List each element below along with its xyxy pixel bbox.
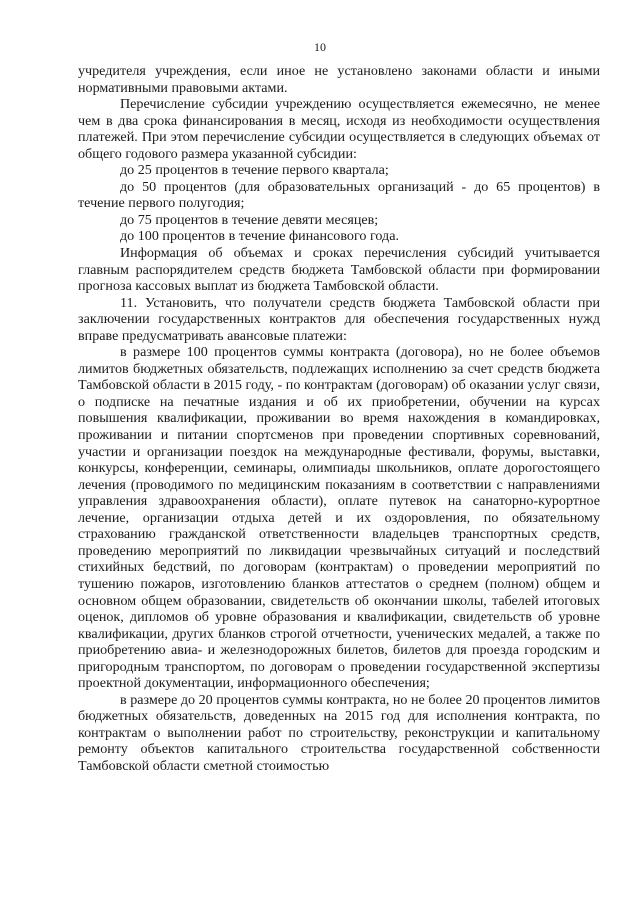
paragraph-subsidy-information: Информация об объемах и сроках перечисления субсидий учитывается главным распорядителем средств бюджета Тамбовской области при формировании прогноза кассовых выплат из бюджета Тамбовской области.: [78, 245, 600, 295]
paragraph-subsidy-transfer: Перечисление субсидии учреждению осуществляется ежемесячно, не менее чем в два срока финансирования в месяц, исходя из необходимости осуществления платежей. При этом перечисление субсидии осуществляется в следующих объемах от общего годового размера указанной субсидии:: [78, 96, 600, 162]
page-number: 10: [314, 40, 326, 54]
paragraph-first-half-year: до 50 процентов (для образовательных организаций - до 65 процентов) в течение первого полугодия;: [78, 178, 600, 212]
paragraph-nine-months: до 75 процентов в течение девяти месяцев;: [120, 211, 379, 228]
paragraph-founder-clause: учредителя учреждения, если иное не установлено законами области и иными нормативными правовыми актами.: [78, 63, 600, 96]
paragraph-financial-year: до 100 процентов в течение финансового года.: [120, 228, 399, 245]
paragraph-advance-100-percent: в размере 100 процентов суммы контракта (договора), но не более объемов лимитов бюджетных обязательств, подлежащих исполнению за счет средств бюджета Тамбовской области в 2015 году, - по контрактам (договорам) об оказании услуг связи, о подписке на печатные издания и об их приобретении, обучении на курсах повышения квалификации, проживании во время нахождения в командировках, проживании и питании спортсменов при проведении спортивных соревнований, участии и организации поездок на международные фестивали, форумы, выставки, конкурсы, конференции, семинары, олимпиады школьников, оплате дорогостоящего лечения (проводимого по медицинским показаниям в соответствии с направлениями управления здравоохранения области), оплате путевок на санаторно-курортное лечение, организации отдыха детей и их оздоровления, по обязательному страхованию гражданской ответственности владельцев транспортных средств, проведению мероприятий по ликвидации чрезвычайных ситуаций и последствий стихийных бедствий, по договорам (контрактам) о проведении мероприятий по тушению пожаров, изготовлению бланков аттестатов о среднем (полном) общем и основном общем образовании, свидетельств об окончании школы, табелей итоговых оценок, дипломов об уровне образования и квалификации, свидетельств об уровне квалификации, других бланков строгой отчетности, ученических медалей, а также по приобретению авиа- и железнодорожных билетов, билетов для проезда городским и пригородным транспортом, по договорам о проведении государственной экспертизы проектной документации, информационного обеспечения;: [78, 344, 600, 692]
paragraph-first-quarter: до 25 процентов в течение первого квартала;: [120, 162, 389, 179]
paragraph-advance-20-percent: в размере до 20 процентов суммы контракта, но не более 20 процентов лимитов бюджетных обязательств, доведенных на 2015 год для исполнения контракта, по контрактам о выполнении работ по строительству, реконструкции и капитальному ремонту объектов капитального строительства государственной собственности Тамбовской области сметной стоимостью: [78, 691, 600, 774]
paragraph-section-11: 11. Установить, что получатели средств бюджета Тамбовской области при заключении государственных контрактов для обеспечения государственных нужд вправе предусматривать авансовые платежи:: [78, 294, 600, 344]
document-body: [78, 63, 600, 775]
